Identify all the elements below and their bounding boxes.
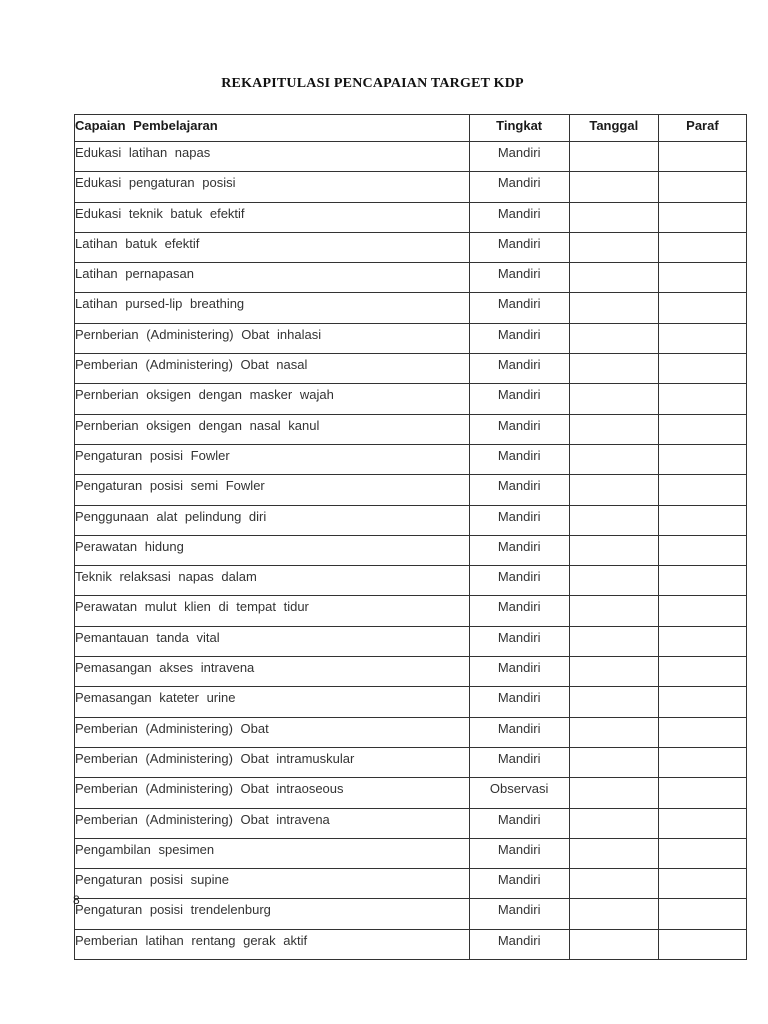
date-cell — [569, 717, 658, 747]
signature-cell — [658, 384, 746, 414]
skill-cell: Pemberian (Administering) Obat intravena — [75, 808, 470, 838]
skill-cell: Edukasi latihan napas — [75, 142, 470, 172]
skill-cell: Edukasi teknik batuk efektif — [75, 202, 470, 232]
level-cell: Mandiri — [469, 414, 569, 444]
skill-cell: Perawatan hidung — [75, 535, 470, 565]
level-cell: Mandiri — [469, 687, 569, 717]
signature-cell — [658, 838, 746, 868]
level-cell: Mandiri — [469, 354, 569, 384]
achievement-table — [74, 114, 747, 960]
skill-cell: Latihan batuk efektif — [75, 232, 470, 262]
skill-cell: Pemberian (Administering) Obat intraoseous — [75, 778, 470, 808]
table-row — [75, 505, 747, 535]
date-cell — [569, 596, 658, 626]
skill-cell: Pernberian (Administering) Obat inhalasi — [75, 323, 470, 353]
date-cell — [569, 293, 658, 323]
table-row — [75, 687, 747, 717]
level-cell: Mandiri — [469, 202, 569, 232]
level-cell: Mandiri — [469, 505, 569, 535]
column-header-signature: Paraf — [658, 115, 746, 142]
date-cell — [569, 172, 658, 202]
skill-cell: Perawatan mulut klien di tempat tidur — [75, 596, 470, 626]
level-cell: Mandiri — [469, 808, 569, 838]
signature-cell — [658, 354, 746, 384]
table-row — [75, 323, 747, 353]
date-cell — [569, 384, 658, 414]
signature-cell — [658, 899, 746, 929]
skill-cell: Pengaturan posisi semi Fowler — [75, 475, 470, 505]
signature-cell — [658, 566, 746, 596]
skill-cell: Pemberian latihan rentang gerak aktif — [75, 929, 470, 959]
date-cell — [569, 263, 658, 293]
level-cell: Mandiri — [469, 535, 569, 565]
table-row — [75, 263, 747, 293]
date-cell — [569, 657, 658, 687]
skill-cell: Teknik relaksasi napas dalam — [75, 566, 470, 596]
table-row — [75, 808, 747, 838]
skill-cell: Pengambilan spesimen — [75, 838, 470, 868]
signature-cell — [658, 747, 746, 777]
skill-cell: Pengaturan posisi supine — [75, 869, 470, 899]
date-cell — [569, 475, 658, 505]
signature-cell — [658, 778, 746, 808]
skill-cell: Pengaturan posisi Fowler — [75, 444, 470, 474]
signature-cell — [658, 232, 746, 262]
date-cell — [569, 778, 658, 808]
level-cell: Mandiri — [469, 717, 569, 747]
date-cell — [569, 838, 658, 868]
date-cell — [569, 323, 658, 353]
date-cell — [569, 444, 658, 474]
signature-cell — [658, 596, 746, 626]
level-cell: Mandiri — [469, 899, 569, 929]
table-row — [75, 354, 747, 384]
table-row — [75, 142, 747, 172]
date-cell — [569, 142, 658, 172]
table-row — [75, 475, 747, 505]
skill-cell: Pemasangan akses intravena — [75, 657, 470, 687]
skill-cell: Pengaturan posisi trendelenburg — [75, 899, 470, 929]
table-row — [75, 444, 747, 474]
level-cell: Mandiri — [469, 444, 569, 474]
date-cell — [569, 929, 658, 959]
level-cell: Mandiri — [469, 263, 569, 293]
page-number: 8 — [73, 893, 80, 907]
signature-cell — [658, 869, 746, 899]
level-cell: Mandiri — [469, 657, 569, 687]
table-row — [75, 202, 747, 232]
skill-cell: Latihan pernapasan — [75, 263, 470, 293]
level-cell: Mandiri — [469, 747, 569, 777]
skill-cell: Pemberian (Administering) Obat — [75, 717, 470, 747]
skill-cell: Pemberian (Administering) Obat nasal — [75, 354, 470, 384]
signature-cell — [658, 475, 746, 505]
table-row — [75, 535, 747, 565]
level-cell: Mandiri — [469, 384, 569, 414]
table-row — [75, 869, 747, 899]
date-cell — [569, 899, 658, 929]
date-cell — [569, 626, 658, 656]
level-cell: Mandiri — [469, 475, 569, 505]
skill-cell: Pemantauan tanda vital — [75, 626, 470, 656]
level-cell: Mandiri — [469, 596, 569, 626]
level-cell: Mandiri — [469, 142, 569, 172]
column-header-level: Tingkat — [469, 115, 569, 142]
date-cell — [569, 232, 658, 262]
column-header-date: Tanggal — [569, 115, 658, 142]
date-cell — [569, 354, 658, 384]
signature-cell — [658, 142, 746, 172]
date-cell — [569, 566, 658, 596]
signature-cell — [658, 687, 746, 717]
table-row — [75, 717, 747, 747]
signature-cell — [658, 293, 746, 323]
signature-cell — [658, 172, 746, 202]
level-cell: Mandiri — [469, 626, 569, 656]
level-cell: Mandiri — [469, 869, 569, 899]
level-cell: Mandiri — [469, 323, 569, 353]
signature-cell — [658, 626, 746, 656]
signature-cell — [658, 323, 746, 353]
signature-cell — [658, 657, 746, 687]
date-cell — [569, 414, 658, 444]
table-row — [75, 657, 747, 687]
level-cell: Mandiri — [469, 838, 569, 868]
date-cell — [569, 202, 658, 232]
table-row — [75, 384, 747, 414]
level-cell: Observasi — [469, 778, 569, 808]
table-header-row — [75, 115, 747, 142]
table-row — [75, 566, 747, 596]
table-row — [75, 838, 747, 868]
table-row — [75, 596, 747, 626]
skill-cell: Latihan pursed-lip breathing — [75, 293, 470, 323]
table-row — [75, 172, 747, 202]
skill-cell: Pernberian oksigen dengan masker wajah — [75, 384, 470, 414]
skill-cell: Penggunaan alat pelindung diri — [75, 505, 470, 535]
table-row — [75, 626, 747, 656]
skill-cell: Pemasangan kateter urine — [75, 687, 470, 717]
skill-cell: Pemberian (Administering) Obat intramuskular — [75, 747, 470, 777]
level-cell: Mandiri — [469, 566, 569, 596]
document-title: REKAPITULASI PENCAPAIAN TARGET KDP — [221, 76, 524, 91]
table-body — [75, 142, 747, 960]
signature-cell — [658, 808, 746, 838]
level-cell: Mandiri — [469, 232, 569, 262]
column-header-skill: Capaian Pembelajaran — [75, 115, 470, 142]
table-row — [75, 778, 747, 808]
level-cell: Mandiri — [469, 929, 569, 959]
date-cell — [569, 869, 658, 899]
signature-cell — [658, 444, 746, 474]
signature-cell — [658, 263, 746, 293]
level-cell: Mandiri — [469, 293, 569, 323]
date-cell — [569, 747, 658, 777]
table-row — [75, 899, 747, 929]
signature-cell — [658, 505, 746, 535]
date-cell — [569, 505, 658, 535]
signature-cell — [658, 414, 746, 444]
date-cell — [569, 535, 658, 565]
signature-cell — [658, 202, 746, 232]
table-row — [75, 293, 747, 323]
signature-cell — [658, 929, 746, 959]
skill-cell: Edukasi pengaturan posisi — [75, 172, 470, 202]
level-cell: Mandiri — [469, 172, 569, 202]
signature-cell — [658, 717, 746, 747]
table-row — [75, 232, 747, 262]
table-row — [75, 747, 747, 777]
signature-cell — [658, 535, 746, 565]
table-row — [75, 414, 747, 444]
date-cell — [569, 808, 658, 838]
table-row — [75, 929, 747, 959]
skill-cell: Pernberian oksigen dengan nasal kanul — [75, 414, 470, 444]
date-cell — [569, 687, 658, 717]
